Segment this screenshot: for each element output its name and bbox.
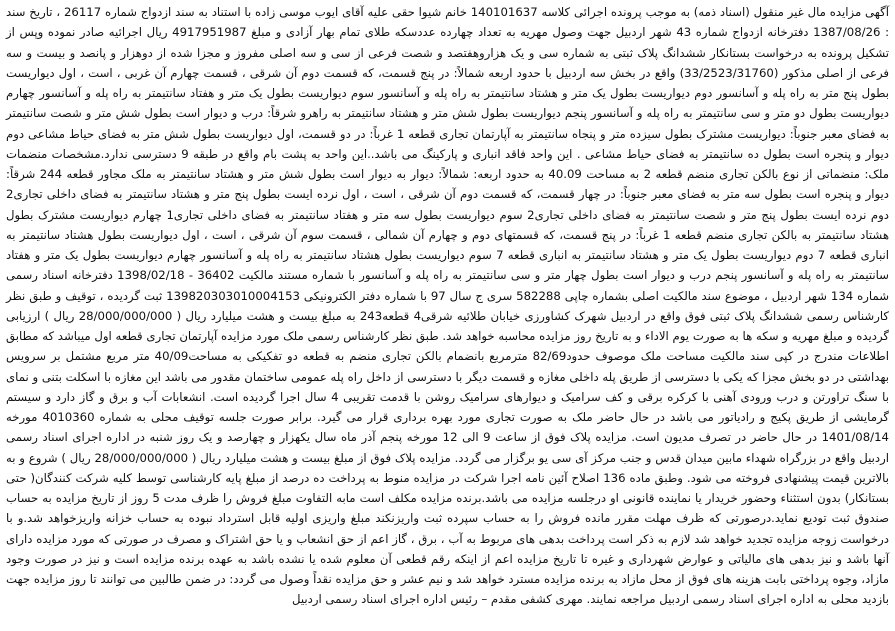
auction-notice-body: آگهی مزایده مال غیر منقول (اسناد ذمه) به موجب پرونده اجرائی کلاسه 140101637 خانم شیوا حقی علیه آقای ایوب موسی زاده با استناد به سند ازدواج شماره 26117 ، تاریخ سند : 1387/08/26 دفترخانه ازدواج شماره 43 شهر اردبیل جهت وصول مهریه به تعداد چهارده عددسکه طلای تمام بهار آزادی و مبلغ 4917951987 ریال اجرائیه صادر نموده وپس از تشکیل پرونده به درخواست بستانکار ششدانگ پلاک ثبتی به شماره سی و یک هزاروهفتصد و شصت فرعی از سی و سه اصلی مفروز و مجزا شده از دوهزار و پانصد و بیست و سه فرعی از اصلی مذکور (33/2523/31760) واقع در بخش سه اردبیل با حدود اربعه شمالاً: در پنج قسمت، که قسمت دوم آن شرقی ، قسمت چهارم آن غربی ، است ، اول دیواریست بطول پنج متر به راه پله و آسانسور دوم دیواریست بطول یک متر و هشتاد سانتیمتر به راه پله و آسانسور سوم دیواریست بطول یک متر و هفتاد سانتیمتر به راه پله و آسانسور چهارم دیواریست بطول دو متر و سی سانتیمتر به راه پله و آسانسور پنجم دیواریست بطول شش متر و هشتاد سانتیمتر به راهرو شرقاً: درب و دیوار است بطول شش متر و شصت سانتیمتر به فضای معبر جنوباً: دیواریست مشترک بطول سیزده متر و پنجاه سانتیمتر به آپارتمان تجاری قطعه 1 غرباً: در دو قسمت، اول دیواریست بطول شش متر به فضای حیاط مشاعی دوم دیوار و پنجره است بطول ده سانتیمتر به فضای حیاط مشاعی . این واحد فاقد انباری و پارکینگ می باشد..این واحد به پشت بام واقع در طبقه 9 دسترسی ندارد.مشخصات منضمات ملک: منضماتی از نوع بالکن تجاری منضم قطعه 2 به مساحت 40.09 به حدود اربعه: شمالاً: دیوار به دیوار است بطول شش متر و هشتاد سانتیمتر به ملک مجاور قطعه 244 شرقاً: دیوار و پنجره است بطول سه متر به فضای معبر جنوباً: در چهار قسمت، که قسمت دوم آن شرقی ، است ، اول نرده ایست بطول پنج متر و هشتاد سانتیمتر به فضای داخلی تجاری2 دوم نرده ایست بطول پنج متر و شصت سانتیمتر به فضای داخلی تجاری2 سوم دیواریست بطول سه متر و هفتاد سانتیمتر به فضای داخلی تجاری1 چهارم دیواریست مشترک بطول هشتاد سانتیمتر به بالکن تجاری منضم قطعه 1 غرباً: در پنج قسمت، که قسمتهای دوم و چهارم آن شمالی ، قسمت سوم آن شرقی ، است ، اول دیواریست بطول هشتاد سانتیمتر به انباری قطعه 7 دوم دیواریست بطول یک متر و هشتاد سانتیمتر به انباری قطعه 7 سوم دیواریست بطول هشتاد سانتیمتر به راه پله و آسانسور چهارم دیواریست بطول یک متر و هفتاد سانتیمتر به راه پله و آسانسور پنجم درب و دیوار است بطول چهار متر و سی سانتیمتر به راه پله و آسانسور با شماره مستند مالکیت 36402 - 1398/02/18 دفترخانه اسناد رسمی شماره 134 شهر اردبیل ، موضوع سند مالکیت اصلی بشماره چاپی 582288 سری ج سال 97 با شماره دفتر الکترونیکی 139820303010004153 ثبت گردیده ، توقیف و طبق نظر کارشناس رسمی ششدانگ پلاک ثبتی فوق واقع در اردبیل شهرک کشاورزی خیابان طلائیه شرقی4 قطعه243 به مبلغ بیست و هشت میلیارد ریال ( 28/000/000/000 ریال ) ارزیابی گردیده و مبلغ مهریه و سکه ها به صورت یوم الاداء و به تاریخ روز مزایده محاسبه خواهد شد. طبق نظر کارشناس رسمی ملک مورد مزایده آپارتمان تجاری قطعه اول میباشد که مطابق اطلاعات مندرج در کپی سند مالکیت مساحت ملک موصوف حدود82/69 مترمربع بانضمام بالکن تجاری منضم به قطعه دو تفکیکی به مساحت40/09 متر مربع مشتمل بر سرویس بهداشتی در دو بخش مجزا که یکی با دسترسی از طریق پله داخلی مغازه و قسمت دیگر با دسترسی از داخل راه پله عمومی ساختمان مقدور می باشد این مغازه با اسکلت بتنی و نمای با سنگ تراورتن و درب ورودی آهنی با کرکره برقی و کف سرامیک و دیوارهای سرامیک روشن با قدمت تقریبی 4 سال اجرا گردیده است. انشعابات آب و برق و گاز دارد و سیستم گرمایشی از طریق پکیج و رادیاتور می باشد در حال حاضر ملک به صورت تجاری مورد بهره برداری قرار می گیرد. برابر صورت جلسه توقیف محلی به شماره 4010360 مورخه 1401/08/14 در حال حاضر در تصرف مدیون است. مزایده پلاک فوق از ساعت 9 الی 12 مورخه پنجم آذر ماه سال یکهزار و چهارصد و یک روز شنبه در اداره اجرای اسناد رسمی اردبیل واقع در بزرگراه شهداء مابین میدان قدس و جنب مرکز آی سی یو برگزار می گردد. مزایده پلاک فوق از مبلغ بیست و هشت میلیارد ریال ( 28/000/000/000 ریال ) شروع و به بالاترین قیمت پیشنهادی فروخته می شود. وطبق ماده 136 اصلاح آئین نامه اجرا شرکت در مزایده منوط به پرداخت ده درصد از مبلغ پایه کارشناسی توسط کلیه شرکت کنندگان( حتی بستانکار) بدون استثناء وحضور خریدار یا نماینده قانونی او درجلسه مزایده می باشد.برنده مزایده مکلف است مابه التفاوت مبلغ فروش را ظرف مدت 5 روز از تاریخ مزایده به حساب صندوق ثبت تودیع نماید.درصورتی که ظرف مهلت مقرر مانده فروش را به حساب سپرده ثبت واریزنکند مبلغ واریزی اولیه قابل استرداد نبوده به حساب خزانه واریزخواهد شد.و با درخواست زوجه مزایده تجدید خواهد شد لازم به ذکر است پرداخت بدهی های مربوط به آب ، برق ، گاز اعم از حق انشعاب و یا حق اشتراک و مصرف در صورتی که مورد مزایده دارای آنها باشد و نیز بدهی های مالیاتی و عوارض شهرداری و غیره تا تاریخ مزایده اعم از اینکه رقم قطعی آن معلوم شده یا نشده باشد به عهده برنده مزایده است و نیز در صورت وجود مازاد، وجوه پرداختی بابت هزینه های فوق از محل مازاد به برنده مزایده مسترد خواهد شد و نیم عشر و حق مزایده نقداً وصول می گردد: در ضمن طالبین می توانند تا روز مزایده جهت بازدید محلی به اداره اجرای اسناد رسمی اردبیل مراجعه نمایند. مهری کشفی مقدم – رئیس اداره اجرای اسناد رسمی اردبیل (6, 5, 890, 607)
